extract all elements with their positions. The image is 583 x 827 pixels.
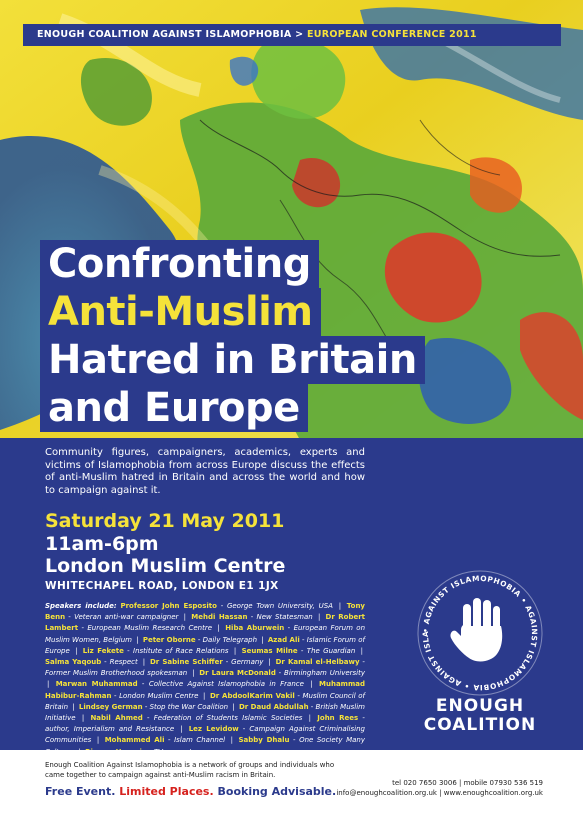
speaker-name: Dr Sabine Schiffer [149,658,223,667]
speaker-affiliation: British Muslim Initiative [45,702,365,723]
speaker-item: Lindsey German - Stop the War Coalition | [78,702,235,711]
speaker-affiliation: European Muslim Research Centre [87,624,213,633]
speaker-affiliation: George Town University, USA [226,602,333,610]
speaker-name: Muhammad Habibur-Rahman [45,680,365,700]
speakers-list [45,601,365,758]
speaker-affiliation: The Guardian [306,646,356,655]
event-venue: London Muslim Centre [45,555,286,577]
speaker-item: Dr Daud Abdullah - British Muslim Initiative | [45,702,365,723]
brand-line-2: COALITION [423,715,537,735]
speaker-affiliation: Stop the War Coalition [149,702,229,711]
speaker-name: Seumas Milne [241,646,298,655]
event-time: 11am-6pm [45,533,159,555]
hand-icon [450,598,502,661]
speaker-name: Dr Robert Lambert [45,613,366,633]
speaker-item: Peter Oborne - Daily Telegraph | [142,635,264,644]
speaker-affiliation: Germany [231,658,264,667]
speaker-name: Mehdi Hassan [191,613,248,622]
title-line-2: Anti-Muslim [40,288,321,336]
speaker-item: Muhammad Habibur-Rahman - London Muslim Centre | [45,680,365,700]
speaker-item: Hiba Aburwein - European Forum on Muslim Women, Belgium | [45,624,366,644]
speaker-item: Dr Kamal el-Helbawy - Former Muslim Brotherhood spokesman | [45,658,365,678]
event-date: Saturday 21 May 2011 [45,510,285,532]
title-line-3: Hatred in Britain [40,336,425,384]
footer-note: Enough Coalition Against Islamophobia is a network of groups and individuals who came together to campaign against anti-Muslim racism in Britain. [45,761,335,779]
speakers-lead: Speakers include: [45,602,117,610]
speaker-item: Sabby Dhalu - One Society Many [45,736,365,755]
speaker-name: Salma Yaqoub [45,658,102,667]
speaker-item: Marwan Muhammad - Collective Against Islamophobia in France | [55,680,313,689]
brand-line-1: ENOUGH [435,696,525,716]
cta-free: Free Event. [45,785,116,798]
footer-web[interactable]: info@enoughcoalition.org.uk | www.enoughcoalition.org.uk [336,789,543,797]
speaker-name: Tony Benn [45,602,365,622]
page-title [40,240,425,432]
speaker-item: Dr Robert Lambert - European Muslim Research Centre | [45,613,366,633]
speaker-affiliation: Islam Channel [174,736,226,745]
speaker-affiliation: Veteran anti-war campaigner [74,613,179,622]
speaker-affiliation: London Muslim Centre [119,691,199,700]
header-event: EUROPEAN CONFERENCE 2011 [307,29,477,40]
speaker-name: Hiba Aburwein [225,624,285,633]
speaker-name: Peter Oborne [142,635,196,644]
speaker-name: Azad Ali [267,635,300,644]
coalition-logo [415,568,545,698]
speaker-affiliation: Respect [109,658,138,667]
speaker-item: Dr AbdoolKarim Vakil - Muslim Council of Britain | [45,691,365,711]
speaker-name: Dr AbdoolKarim Vakil [209,691,295,700]
header-banner [23,24,561,46]
speaker-affiliation: Daily Telegraph [202,635,258,644]
intro-text: Community figures, campaigners, academics, experts and victims of Islamophobia from across Europe discuss the effects of anti-Muslim hatred in Britain and across the world and how to campaign against it. [45,447,365,496]
speaker-name: Dr Kamal el-Helbawy [275,658,360,667]
speaker-name: Marwan Muhammad [55,680,138,689]
speaker-name: Sabby Dhalu [238,736,290,745]
speaker-name: John Rees [317,714,359,723]
speaker-affiliation: Federation of Students Islamic Societies [153,714,303,723]
footer-phone: tel 020 7650 3006 | mobile 07930 536 519 [392,779,543,787]
header-org: ENOUGH COALITION AGAINST ISLAMOPHOBIA [37,29,292,40]
speaker-name: Lindsey German [78,702,143,711]
footer-contact [336,778,543,798]
title-line-4: and Europe [40,384,308,432]
speaker-affiliation: Collective Against Islamophobia in France [148,680,304,689]
speaker-item: John Rees - author, Imperialism and Resistance | [45,714,365,734]
cta-limited: Limited Places. [119,785,214,798]
speaker-item: Mehdi Hassan - New Statesman | [191,613,321,622]
speaker-name: Nabil Ahmed [90,714,143,723]
speaker-affiliation: Former Muslim Brotherhood spokesman [45,669,188,678]
speaker-name: Professor John Esposito [120,602,217,610]
speaker-affiliation: One Society Many [299,736,365,745]
speaker-item: Azad Ali - Islamic Forum of Europe | [45,635,365,655]
speaker-name: Liz Fekete [82,646,124,655]
logo-ring-text: • AGAINST ISLAMOPHOBIA • AGAINST ISLAMOPHOBIA • AGAINST ISLA [420,573,540,693]
brand-name [415,697,545,735]
speaker-item: Mohammed Ali - Islam Channel | [104,736,233,745]
speaker-affiliation: Islamic Forum of Europe [45,635,365,655]
speaker-affiliation: Muslim Council of Britain [45,691,365,711]
speaker-affiliation: Institute of Race Relations [133,646,229,655]
header-separator: > [295,29,304,40]
speaker-item: Tony Benn - Veteran anti-war campaigner | [45,602,365,622]
speaker-item: Dr Laura McDonald - Birmingham University | [47,669,366,689]
speaker-affiliation: author, Imperialism and Resistance [45,725,175,734]
speaker-affiliation: Birmingham University [284,669,366,678]
speaker-item: Liz Fekete - Institute of Race Relations | [82,646,237,655]
speaker-affiliation: New Statesman [256,613,313,622]
event-address: WHITECHAPEL ROAD, LONDON E1 1JX [45,580,279,592]
speaker-item: Salma Yaqoub - Respect | [45,658,146,667]
cta-booking: Booking Advisable. [217,785,337,798]
speaker-affiliation: European Forum on Muslim Women, Belgium [45,624,366,644]
speaker-item: Seumas Milne - The Guardian | [241,646,363,655]
speaker-item: Lez Levidow - Campaign Against Criminalising Communities | [45,725,365,745]
speaker-item: Dr Sabine Schiffer - Germany | [149,658,271,667]
footer-cta [45,785,336,798]
speaker-item: Professor John Esposito - George Town University, USA | [120,602,342,610]
speaker-item: Nabil Ahmed - Federation of Students Islamic Societies | [90,714,312,723]
speaker-name: Dr Daud Abdullah [238,702,309,711]
speaker-name: Mohammed Ali [104,736,165,745]
speaker-affiliation: Campaign Against Criminalising Communities [45,725,365,745]
title-line-1: Confronting [40,240,319,288]
speaker-name: Dr Laura McDonald [199,669,276,678]
speaker-name: Lez Levidow [188,725,239,734]
